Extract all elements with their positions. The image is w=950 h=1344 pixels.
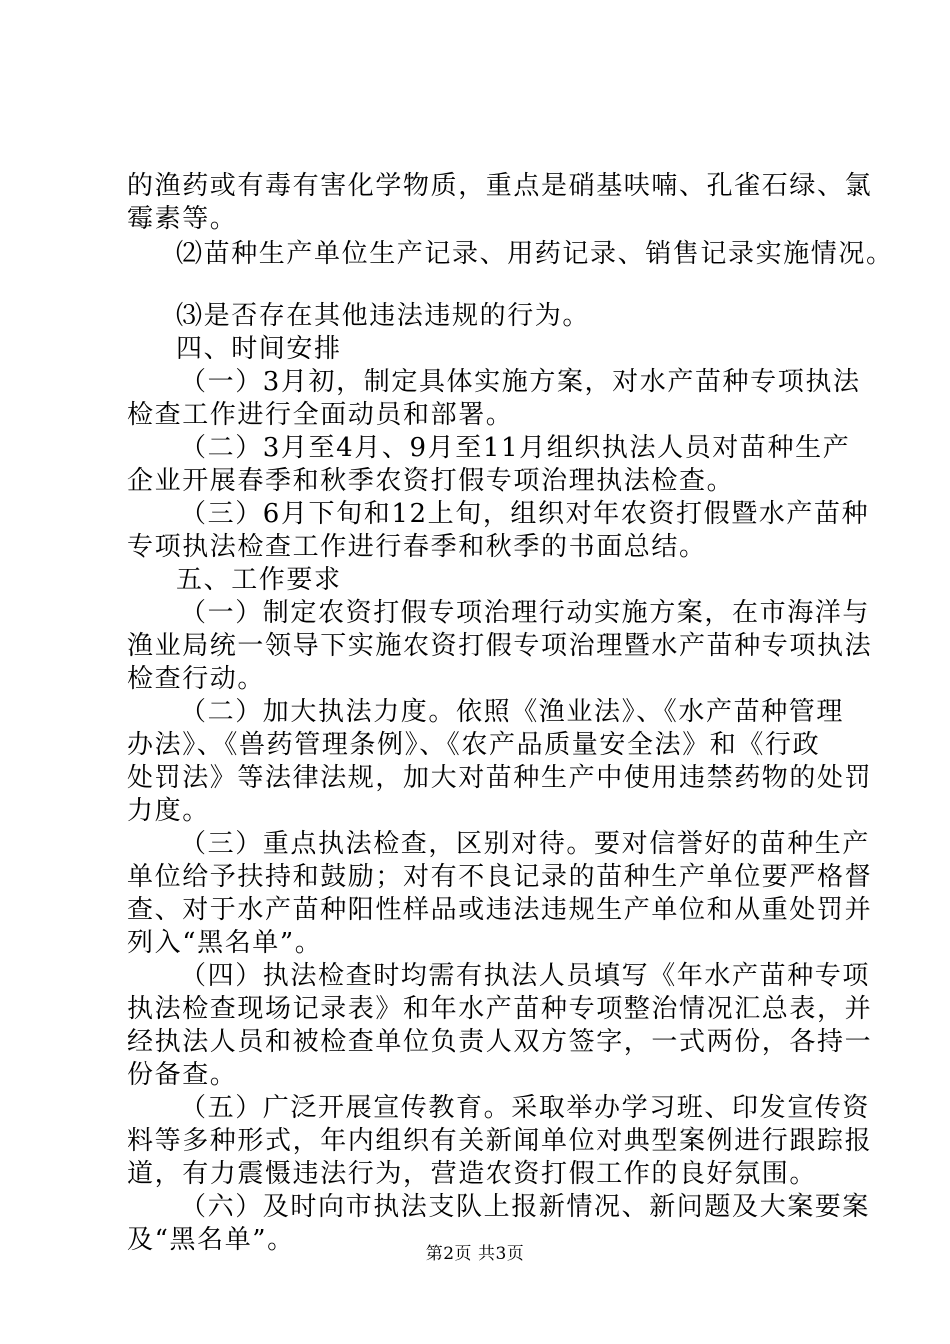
body-text-line: （一）制定农资打假专项治理行动实施方案，在市海洋与 [180,598,871,628]
body-text-line: 道，有力震慑违法行为，营造农资打假工作的良好氛围。 [127,1159,818,1189]
body-text-line: 专项执法检查工作进行春季和秋季的书面总结。 [127,532,707,562]
body-text-line: 检查工作进行全面动员和部署。 [127,400,514,430]
body-text-line: ⑵苗种生产单位生产记录、用药记录、销售记录实施情况。 [176,239,894,269]
body-text-line: （四）执法检查时均需有执法人员填写《年水产苗种专项 [180,961,871,991]
body-text-line: 霉素等。 [127,204,238,234]
body-text-line: （二）3月至4月、9月至11月组织执法人员对苗种生产 [180,433,851,463]
body-text-line: 列入“黑名单”。 [127,928,323,958]
body-text-line: 单位给予扶持和鼓励；对有不良记录的苗种生产单位要严格督 [127,862,873,892]
body-text-line: 力度。 [127,796,210,826]
page-footer: 第2页 共3页 [425,1244,525,1264]
body-text-line: 企业开展春季和秋季农资打假专项治理执法检查。 [127,466,735,496]
body-text-line: （二）加大执法力度。依照《渔业法》、《水产苗种管理 [180,697,845,727]
body-text-line: 检查行动。 [127,664,266,694]
body-text-line: 查、对于水产苗种阳性样品或违法违规生产单位和从重处罚并 [127,895,873,925]
body-text-line: （一）3月初，制定具体实施方案，对水产苗种专项执法 [180,367,861,397]
section-heading: 五、工作要求 [176,565,342,595]
body-text-line: 执法检查现场记录表》和年水产苗种专项整治情况汇总表，并 [127,994,873,1024]
body-text-line: 料等多种形式，年内组织有关新闻单位对典型案例进行跟踪报 [127,1126,873,1156]
body-text-line: 处罚法》等法律法规，加大对苗种生产中使用违禁药物的处罚 [127,763,873,793]
body-text-line: ⑶是否存在其他违法违规的行为。 [176,301,591,331]
body-text-line: （五）广泛开展宣传教育。采取举办学习班、印发宣传资 [180,1093,871,1123]
section-heading: 四、时间安排 [176,334,342,364]
body-text-line: 的渔药或有毒有害化学物质，重点是硝基呋喃、孔雀石绿、氯 [127,171,873,201]
body-text-line: 经执法人员和被检查单位负责人双方签字，一式两份，各持一 [127,1027,873,1057]
body-text-line: 渔业局统一领导下实施农资打假专项治理暨水产苗种专项执法 [127,631,873,661]
body-text-line: 及“黑名单”。 [127,1225,295,1255]
body-text-line: （三）重点执法检查，区别对待。要对信誉好的苗种生产 [180,829,871,859]
body-text-line: 份备查。 [127,1060,238,1090]
body-text-line: 办法》、《兽药管理条例》、《农产品质量安全法》和《行政 [127,730,821,760]
body-text-line: （六）及时向市执法支队上报新情况、新问题及大案要案 [180,1192,871,1222]
body-text-line: （三）6月下旬和12上旬，组织对年农资打假暨水产苗种 [180,499,870,529]
